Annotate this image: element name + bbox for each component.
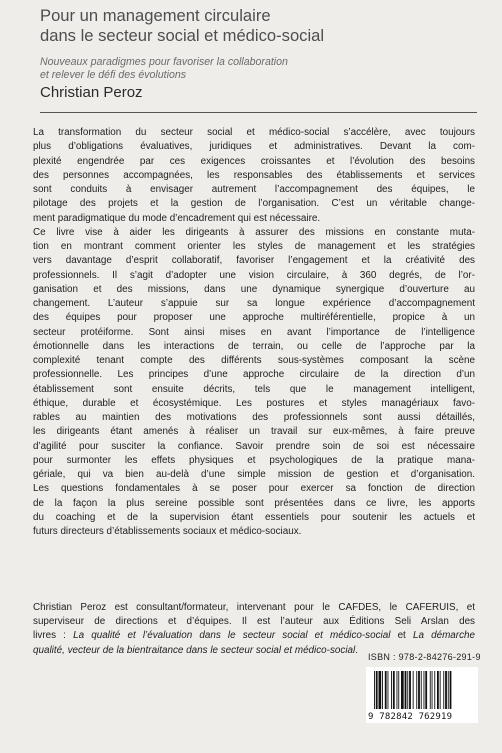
blurb-line: tion en montrant comment orienter les styles de management et les stratégies: [33, 241, 475, 252]
blurb-line: Les questions fondamentales à se poser pour exercer sa fonction de direction: [33, 483, 475, 495]
barcode: [366, 667, 478, 723]
blurb-line: du coaching et de la supervision étant essentiels pour soutenir les actuels et: [33, 511, 475, 523]
author-bio: [33, 601, 475, 658]
book-subtitle-line-1: Nouveaux paradigmes pour favoriser la collaboration: [40, 56, 288, 68]
blurb-line: plus d’obligations évaluatives, juridiques et administratives. Devant la com-: [33, 141, 475, 153]
blurb-text: [33, 126, 475, 539]
bio-line: Christian Peroz est consultant/formateur, intervenant pour le CAFDES, le CAFERUIS, et: [33, 602, 475, 613]
bio-line: qualité, vecteur de la bientraitance dans le secteur social et médico-social.: [33, 644, 358, 656]
blurb-line: professionnels. Il s’agit d’adopter une vision circulaire, à 360 degrés, de l’or-: [33, 269, 475, 281]
blurb-line: gériale, qui va bien au-delà d’une simple mission de gestion et d’organisation.: [33, 469, 475, 480]
blurb-line: vers davantage d’esprit collaboratif, favoriser l’engagement et la créativité des: [33, 255, 475, 267]
book-subtitle: [40, 56, 480, 82]
blurb-line: pilotage des projets et la gestion de l’organisation. C’est un véritable change-: [33, 198, 475, 210]
blurb-line: pour surmonter les effets physiques et psychologiques de la pratique mana-: [33, 454, 475, 466]
blurb-line: professionnelle. Les principes d’une approche circulaire de la direction d’un: [33, 369, 475, 381]
blurb-line: changement. L’auteur s’appuie sur sa longue expérience d’accompagnement: [33, 298, 475, 309]
book-subtitle-line-2: et relever le défi des évolutions: [40, 69, 187, 81]
barcode-digits: 9 782842 762919: [368, 712, 453, 722]
blurb-line: éthique, durable et écosystémique. Les postures et styles managériaux favo-: [33, 397, 475, 409]
book-title-line-2: dans le secteur social et médico-social: [40, 26, 325, 45]
bio-line: superviseur de directions et d’équipes. Il est l’auteur aux Éditions Seli Arslan des: [33, 616, 475, 628]
blurb-line: les dirigeants étant amenés à réaliser un travail sur eux-mêmes, à faire preuve: [33, 426, 475, 438]
book-title-line-1: Pour un management circulaire: [40, 6, 271, 25]
blurb-line: complexité tenant compte des différents sous-systèmes composant la scène: [33, 355, 475, 366]
blurb-line: rables au maintien des motivations des professionnels sont aussi détaillés,: [33, 412, 475, 423]
blurb-line: sont conduits à envisager autrement l’accompagnement des équipes, le: [33, 184, 475, 195]
blurb-line: de la façon la plus sereine possible sont présentées dans ce livre, les apports: [33, 497, 475, 509]
blurb-line: d’agilité pour susciter la confiance. Savoir prendre soin de soi est nécessaire: [33, 440, 475, 452]
blurb-line: ganisation et des missions, dans une dynamique synergique d’ouverture au: [33, 283, 475, 295]
blurb-line: des équipes pour proposer une approche multiréférentielle, propice à un: [33, 312, 475, 324]
blurb-line: futurs directeurs d’établissements sociaux et médico-sociaux.: [33, 526, 302, 537]
blurb-line: secteur protéiforme. Sont ainsi mises en avant l’importance de l’intelligence: [33, 326, 475, 338]
blurb-line: émotionnelle dans les interactions de terrain, ou celle de l’approche par la: [33, 340, 475, 352]
blurb-line: plexité engendrée par ces exigences croissantes et l’évolution des besoins: [33, 155, 475, 167]
author-name: Christian Peroz: [40, 84, 143, 101]
blurb-line: des personnes accompagnées, les responsables des établissements et services: [33, 169, 475, 181]
blurb-line: Ce livre vise à aider les dirigeants à assurer des missions en constante muta-: [33, 226, 475, 238]
blurb-line: ment paradigmatique du mode d’encadrement qui est nécessaire.: [33, 212, 321, 224]
book-title: [40, 6, 480, 46]
barcode-bars: [372, 671, 472, 713]
blurb-line: La transformation du secteur social et médico-social s’accélère, avec toujours: [33, 127, 475, 138]
blurb-line: établissement sont ensuite décrits, tels que le management intelligent,: [33, 383, 475, 395]
isbn-label: ISBN : 978-2-84276-291-9: [368, 652, 481, 662]
divider: [40, 112, 477, 113]
bio-line: livres : La qualité et l’évaluation dans le secteur social et médico-social et La démarche: [33, 630, 475, 642]
